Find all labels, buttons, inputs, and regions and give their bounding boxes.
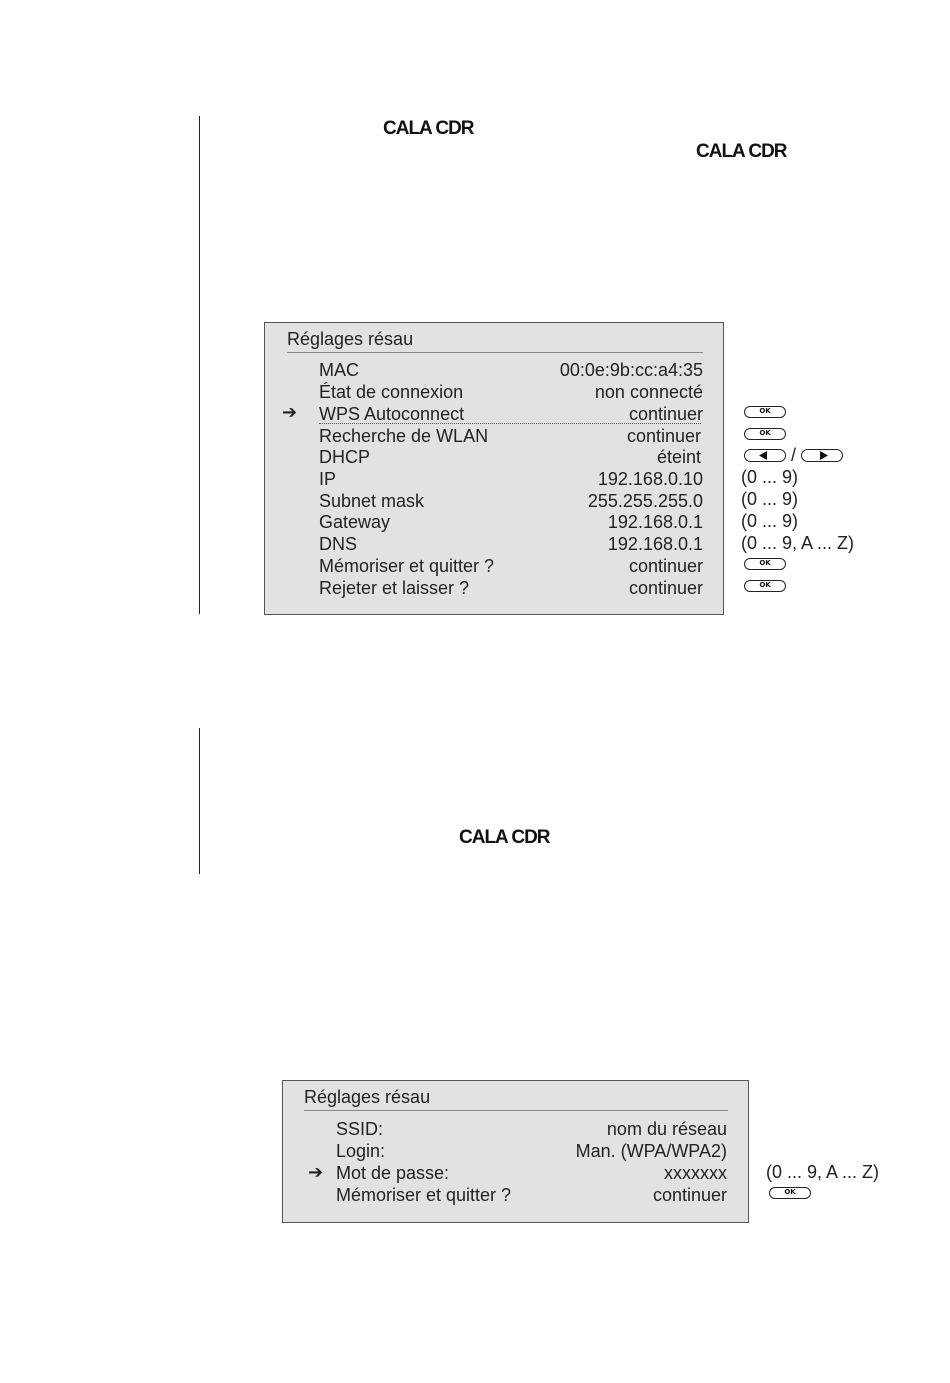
row-value: 255.255.255.0: [587, 490, 703, 511]
ok-button-icon: OK: [769, 1187, 811, 1199]
settings-row-ssid[interactable]: [336, 1118, 727, 1140]
hint-subnet-mask: (0 ... 9): [741, 488, 799, 509]
row-label: Mot de passe:: [336, 1162, 450, 1183]
brand-name: CALA CDR: [383, 118, 474, 139]
left-arrow-button-icon: [744, 449, 786, 462]
margin-bar-top: [199, 116, 200, 614]
ok-button-icon: OK: [744, 406, 786, 418]
row-value: xxxxxxx: [664, 1162, 727, 1183]
row-label: Subnet mask: [319, 490, 425, 511]
hint-ip: (0 ... 9): [741, 466, 799, 487]
row-value: continuer: [628, 555, 703, 576]
row-label: MAC: [319, 359, 359, 380]
row-value: continuer: [626, 425, 701, 446]
hint-save-and-quit: [769, 1182, 811, 1204]
row-label: DHCP: [319, 446, 371, 467]
row-label: SSID:: [336, 1118, 384, 1139]
row-value: 00:0e:9b:cc:a4:35: [559, 359, 703, 380]
settings-row-gateway[interactable]: [319, 511, 703, 533]
ok-button-icon: OK: [744, 428, 786, 440]
row-label: Recherche de WLAN: [319, 425, 489, 446]
row-label: WPS Autoconnect: [319, 403, 465, 424]
row-value: nom du réseau: [606, 1118, 727, 1139]
margin-bar-bottom: [199, 728, 200, 874]
ok-button-icon: OK: [744, 580, 786, 592]
row-value: 192.168.0.1: [607, 533, 703, 554]
row-value: 192.168.0.1: [607, 511, 703, 532]
row-value: éteint: [656, 446, 701, 467]
selection-arrow-icon: ➔: [308, 1162, 324, 1182]
panel-title: Réglages résau: [287, 329, 414, 349]
row-value: continuer: [628, 577, 703, 598]
row-label: Mémoriser et quitter ?: [319, 555, 495, 576]
settings-row-dns[interactable]: [319, 533, 703, 555]
panel-title: Réglages résau: [304, 1087, 431, 1107]
row-value: Man. (WPA/WPA2): [575, 1140, 727, 1161]
hint-wlan-search: [744, 423, 786, 445]
row-value: 192.168.0.10: [597, 468, 703, 489]
settings-row-ip[interactable]: [319, 468, 703, 490]
settings-row-subnet-mask[interactable]: [319, 490, 703, 512]
wlan-settings-panel: [282, 1080, 749, 1223]
hint-dns: (0 ... 9, A ... Z): [741, 532, 855, 553]
hint-discard-and-leave: [744, 575, 786, 597]
right-arrow-button-icon: [801, 449, 843, 462]
hint-save-and-quit: [744, 553, 786, 575]
row-label: Mémoriser et quitter ?: [336, 1184, 512, 1205]
brand-name: CALA CDR: [459, 827, 550, 848]
panel-title-divider: [287, 352, 703, 353]
hint-gateway: (0 ... 9): [741, 510, 799, 531]
settings-row-discard-and-leave[interactable]: [319, 577, 703, 599]
hint-dhcp: [744, 444, 843, 466]
ok-button-icon: OK: [744, 558, 786, 570]
settings-row-password[interactable]: [336, 1162, 727, 1184]
settings-row-mac[interactable]: [319, 359, 703, 381]
row-label: DNS: [319, 533, 358, 554]
nav-separator: /: [791, 444, 797, 465]
row-label: Login:: [336, 1140, 386, 1161]
settings-row-save-and-quit[interactable]: [336, 1184, 727, 1206]
row-value: non connecté: [594, 381, 703, 402]
brand-name: CALA CDR: [696, 141, 787, 162]
row-label: IP: [319, 468, 337, 489]
settings-row-dhcp[interactable]: [319, 446, 701, 468]
row-label: Gateway: [319, 511, 391, 532]
settings-row-login[interactable]: [336, 1140, 727, 1162]
selection-arrow-icon: ➔: [282, 402, 298, 422]
settings-row-save-and-quit[interactable]: [319, 555, 703, 577]
panel-title-divider: [304, 1110, 728, 1111]
row-label: État de connexion: [319, 381, 464, 402]
network-settings-panel: [264, 322, 724, 615]
settings-row-wlan-search[interactable]: [319, 425, 701, 447]
row-value: continuer: [652, 1184, 727, 1205]
settings-row-wps-autoconnect[interactable]: [319, 403, 703, 425]
hint-wps-autoconnect: [744, 401, 786, 423]
row-value: continuer: [628, 403, 703, 424]
settings-row-connection-state[interactable]: [319, 381, 703, 403]
row-label: Rejeter et laisser ?: [319, 577, 470, 598]
hint-password: (0 ... 9, A ... Z): [766, 1161, 880, 1182]
